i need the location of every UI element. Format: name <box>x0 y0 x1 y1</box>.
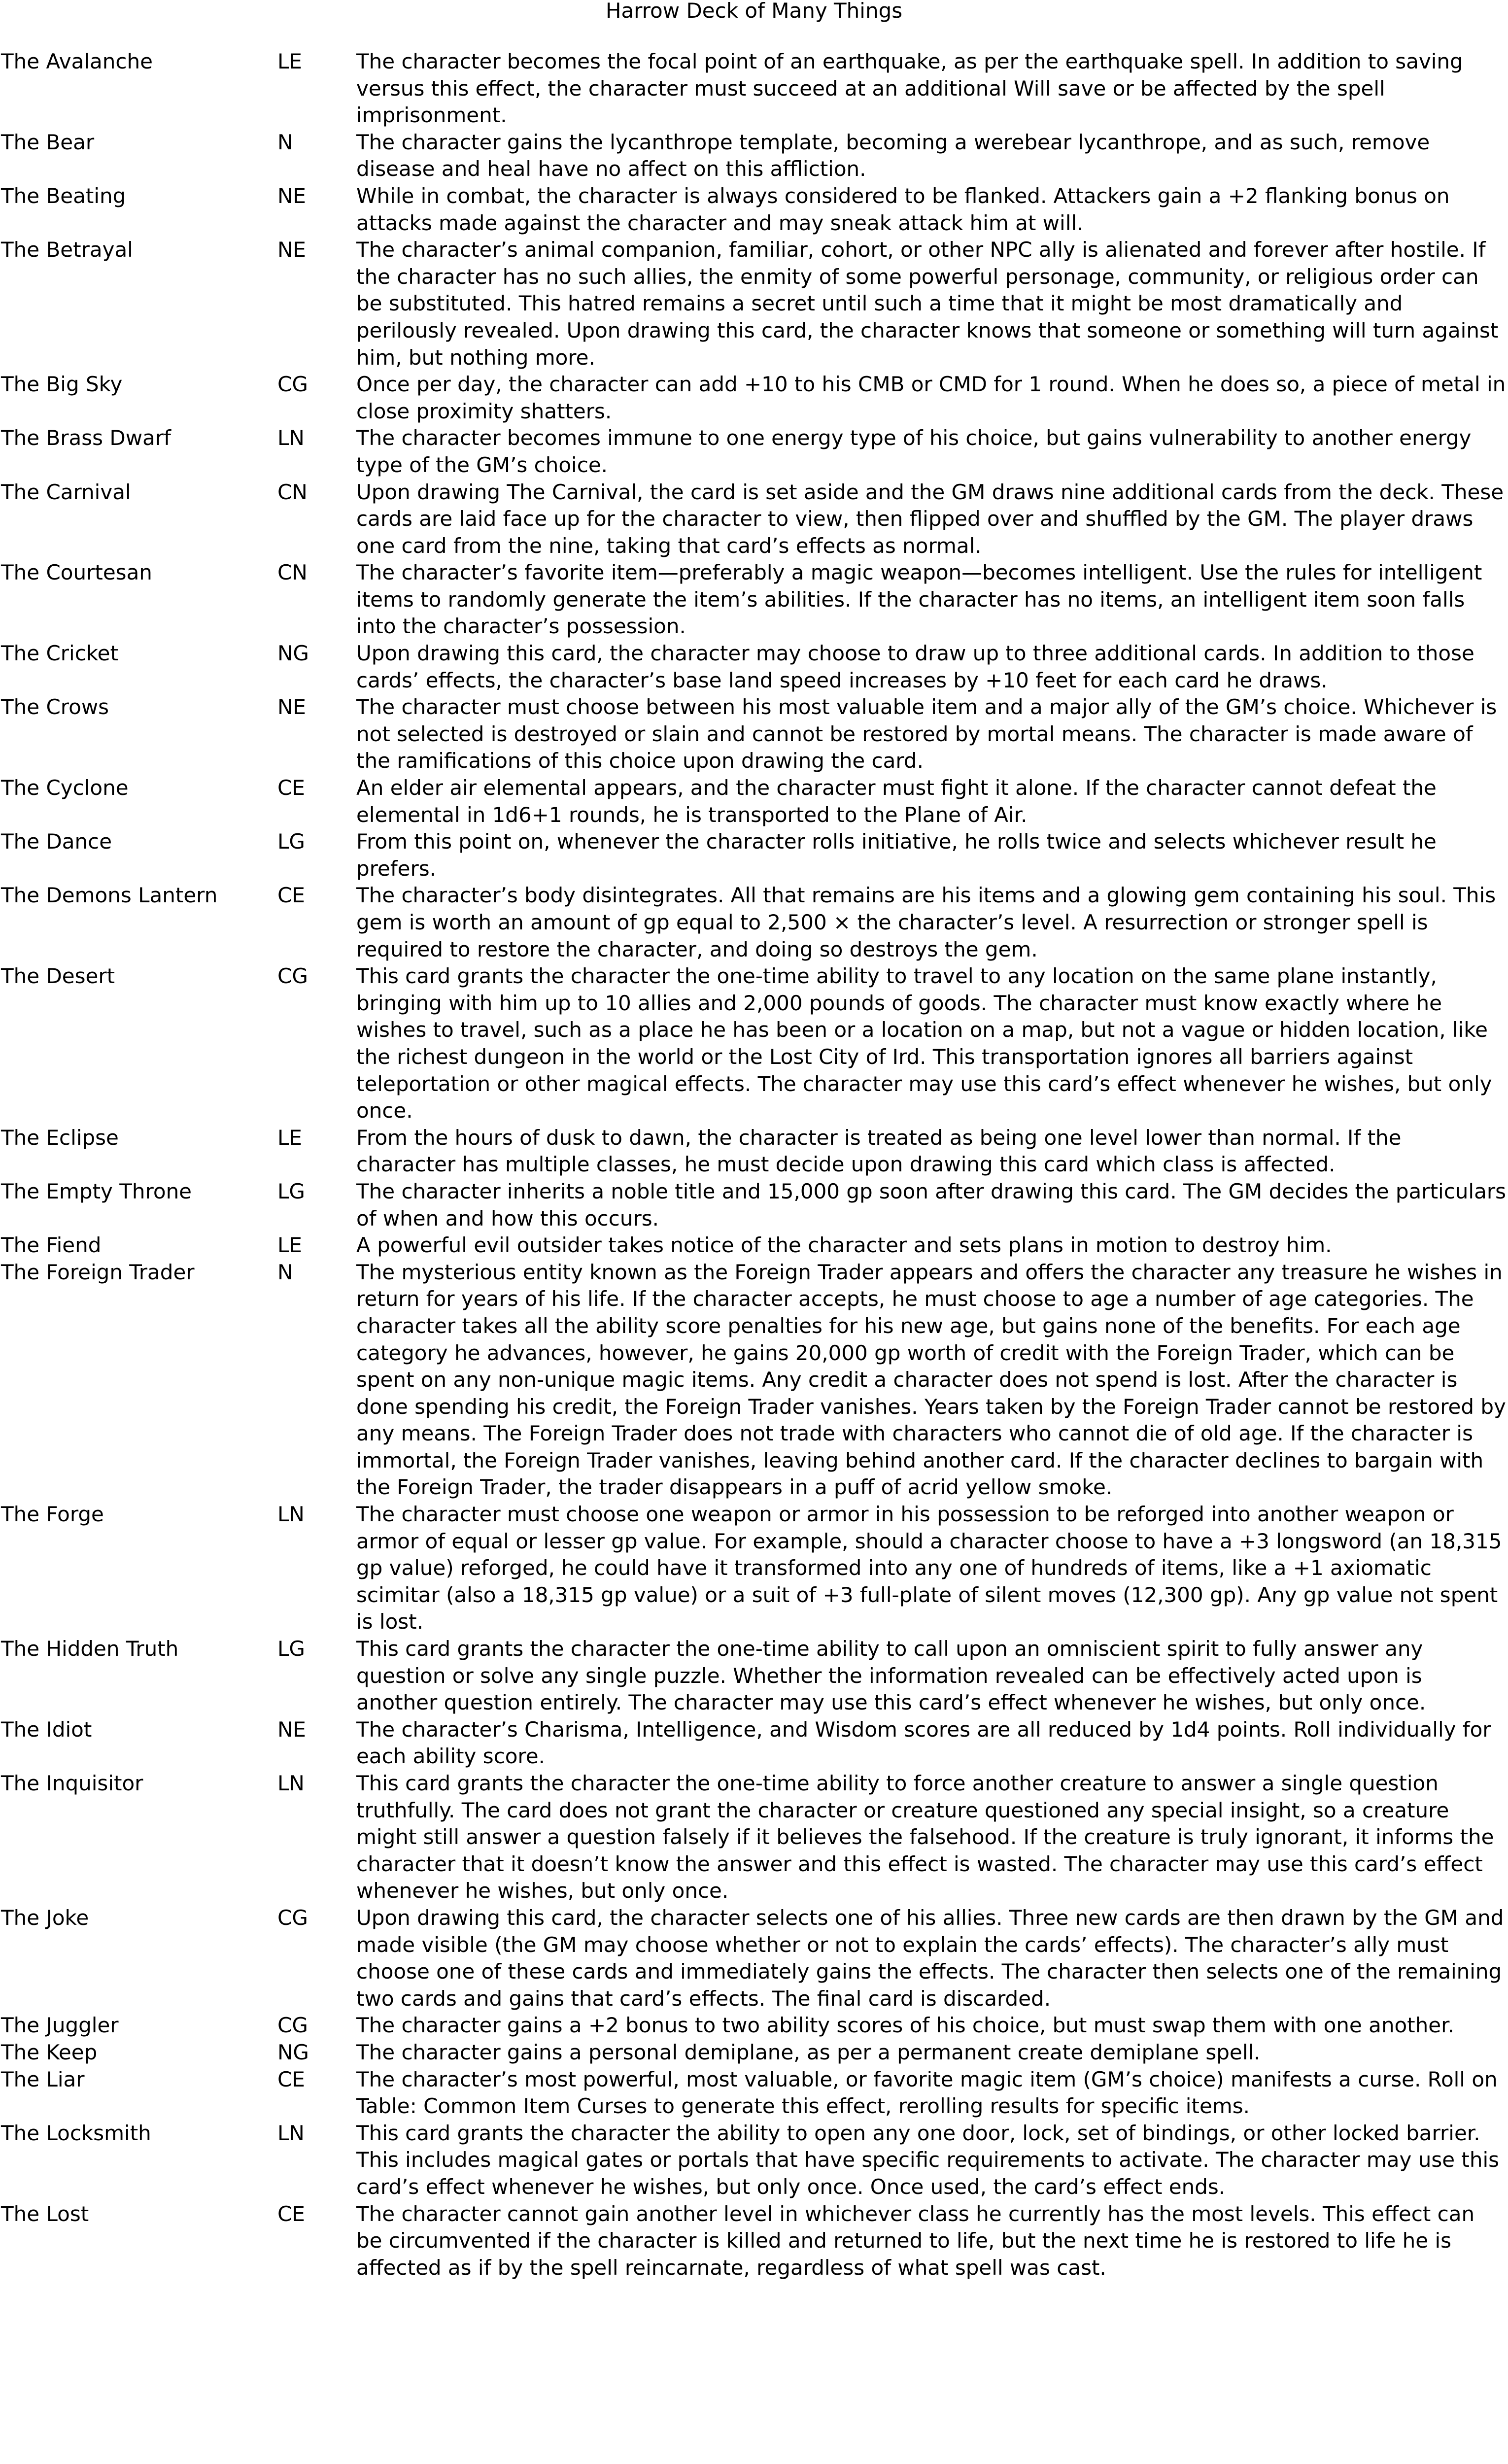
card-name: The Betrayal <box>1 238 133 262</box>
card-alignment: CE <box>277 2201 305 2226</box>
card-name: The Locksmith <box>1 2121 151 2145</box>
table-row <box>0 2012 1508 2039</box>
card-name: The Forge <box>1 1502 104 1527</box>
card-name: The Avalanche <box>1 49 153 73</box>
card-effect: The character cannot gain another level in whichever class he currently has the most levels. This effect can be circumvented if the character is killed and returned to life, but the next time he is restored to life he is affected as if by the spell reincarnate, regardless of what spell was cast. <box>356 2201 1475 2280</box>
card-effect: This card grants the character the ability to open any one door, lock, set of bindings, or other locked barrier. This includes magical gates or portals that have specific requirements to activate. The character may use this card’s effect whenever he wishes, but only once. Once used, the card’s effect ends. <box>356 2121 1500 2199</box>
card-effect: The character’s animal companion, familiar, cohort, or other NPC ally is alienated and forever after hostile. If the character has no such allies, the enmity of some powerful personage, community, or religious order can be substituted. This hatred remains a secret until such a time that it might be most dramatically and perilously revealed. Upon drawing this card, the character knows that someone or something will turn against him, but nothing more. <box>356 238 1499 370</box>
card-name: The Cyclone <box>1 776 129 800</box>
card-effect: Once per day, the character can add +10 to his CMB or CMD for 1 round. When he does so, a piece of metal in close proximity shatters. <box>356 372 1506 423</box>
table-row <box>0 1636 1508 1716</box>
table-row <box>0 48 1508 129</box>
card-name: The Hidden Truth <box>1 1637 179 1661</box>
card-effect: The character’s Charisma, Intelligence, and Wisdom scores are all reduced by 1d4 points. Roll individually for each ability score. <box>356 1717 1491 1769</box>
card-effect: This card grants the character the one-time ability to force another creature to answer a single question truthfully. The card does not grant the character or creature questioned any special insight, so a creature might still answer a question falsely if it believes the falsehood. If the creature is truly ignorant, it informs the character that it doesn’t know the answer and this effect is wasted. The character may use this card’s effect whenever he wishes, but only once. <box>356 1771 1494 1903</box>
card-alignment: LG <box>277 1637 305 1661</box>
card-name: The Inquisitor <box>1 1771 143 1795</box>
card-name: The Crows <box>1 695 109 719</box>
card-name: The Dance <box>1 829 112 854</box>
card-effect: The character’s favorite item—preferably a magic weapon—becomes intelligent. Use the rules for intelligent items to randomly generate the item’s abilities. If the character has no items, an intelligent item soon falls into the character’s possession. <box>356 560 1482 639</box>
card-alignment: LE <box>277 49 302 73</box>
card-alignment: NE <box>277 1717 306 1742</box>
card-effect: Upon drawing this card, the character selects one of his allies. Three new cards are then drawn by the GM and made visible (the GM may choose whether or not to explain the cards’ effects). The character’s ally must choose one of these cards and immediately gains the effects. The character then selects one of the remaining two cards and gains that card’s effects. The final card is discarded. <box>356 1905 1504 2011</box>
card-alignment: LE <box>277 1125 302 1150</box>
card-alignment: CN <box>277 479 308 504</box>
card-alignment: LE <box>277 1233 302 1258</box>
card-name: The Foreign Trader <box>1 1260 195 1284</box>
card-alignment: CG <box>277 2013 308 2038</box>
card-effect: The character gains a +2 bonus to two ability scores of his choice, but must swap them with one another. <box>356 2013 1454 2038</box>
card-effect: The mysterious entity known as the Foreign Trader appears and offers the character any treasure he wishes in return for years of his life. If the character accepts, he must choose to age a number of age categories. The character takes all the ability score penalties for his new age, but gains none of the benefits. For each age category he advances, however, he gains 20,000 gp worth of credit with the Foreign Trader, which can be spent on any non-unique magic items. Any credit a character does not spend is lost. After the character is done spending his credit, the Foreign Trader vanishes. Years taken by the Foreign Trader cannot be restored by any means. The Foreign Trader does not trade with characters who cannot die of old age. If the character is immortal, the Foreign Trader vanishes, leaving behind another card. If the character declines to bargain with the Foreign Trader, the trader disappears in a puff of acrid yellow smoke. <box>356 1260 1506 1500</box>
table-row <box>0 2066 1508 2120</box>
table-row <box>0 129 1508 183</box>
table-row <box>0 2201 1508 2282</box>
card-effect: The character becomes immune to one energy type of his choice, but gains vulnerability to another energy type of the GM’s choice. <box>356 426 1472 477</box>
card-name: The Keep <box>1 2040 98 2064</box>
card-alignment: N <box>277 130 293 154</box>
card-effect: Upon drawing The Carnival, the card is set aside and the GM draws nine additional cards from the deck. These cards are laid face up for the character to view, then flipped over and shuffled by the GM. The player draws one card from the nine, taking that card’s effects as normal. <box>356 479 1504 558</box>
card-effect: The character must choose between his most valuable item and a major ally of the GM’s choice. Whichever is not selected is destroyed or slain and cannot be restored by mortal means. The character is made aware of the ramifications of this choice upon drawing the card. <box>356 695 1497 773</box>
card-effect: From the hours of dusk to dawn, the character is treated as being one level lower than normal. If the character has multiple classes, he must decide upon drawing this card which class is affected. <box>356 1125 1402 1177</box>
table-row <box>0 694 1508 775</box>
card-name: The Fiend <box>1 1233 102 1258</box>
card-name: The Joke <box>1 1905 89 1930</box>
table-row <box>0 882 1508 963</box>
table-row <box>0 1125 1508 1178</box>
card-name: The Beating <box>1 183 126 208</box>
table-row <box>0 1501 1508 1636</box>
card-alignment: CN <box>277 560 308 585</box>
card-name: The Liar <box>1 2067 85 2091</box>
card-effect: The character gains the lycanthrope template, becoming a werebear lycanthrope, and as such, remove disease and heal have no affect on this affliction. <box>356 130 1430 181</box>
table-row <box>0 237 1508 371</box>
card-effect: Upon drawing this card, the character may choose to draw up to three additional cards. In addition to those cards’ effects, the character’s base land speed increases by +10 feet for each card he draws. <box>356 641 1474 692</box>
page-title: Harrow Deck of Many Things <box>605 0 903 23</box>
card-alignment: CE <box>277 2067 305 2091</box>
card-alignment: LN <box>277 1502 305 1527</box>
table-row <box>0 559 1508 640</box>
card-name: The Bear <box>1 130 95 154</box>
table-row <box>0 775 1508 828</box>
card-alignment: NE <box>277 695 306 719</box>
card-alignment: CE <box>277 883 305 908</box>
card-alignment: LN <box>277 426 305 450</box>
card-effect: An elder air elemental appears, and the character must fight it alone. If the character cannot defeat the elemental in 1d6+1 rounds, he is transported to the Plane of Air. <box>356 776 1437 827</box>
table-row <box>0 1770 1508 1905</box>
card-name: The Demons Lantern <box>1 883 218 908</box>
table-row <box>0 2039 1508 2066</box>
card-alignment: NE <box>277 183 306 208</box>
card-effect: The character inherits a noble title and 15,000 gp soon after drawing this card. The GM decides the particulars of when and how this occurs. <box>356 1179 1506 1231</box>
table-row <box>0 371 1508 425</box>
card-effect: The character gains a personal demiplane, as per a permanent create demiplane spell. <box>356 2040 1261 2064</box>
table-row <box>0 2120 1508 2201</box>
card-alignment: CG <box>277 372 308 397</box>
card-effect: This card grants the character the one-time ability to travel to any location on the same plane instantly, bringing with him up to 10 allies and 2,000 pounds of goods. The character must know exactly where he wishes to travel, such as a place he has been or a location on a map, but not a vague or hidden location, like the richest dungeon in the world or the Lost City of Ird. This transportation ignores all barriers against teleportation or other magical effects. The character may use this card’s effect whenever he wishes, but only once. <box>356 964 1492 1123</box>
card-alignment: NG <box>277 641 309 666</box>
table-row <box>0 1905 1508 2012</box>
card-name: The Desert <box>1 964 115 989</box>
table-row <box>0 640 1508 694</box>
card-name: The Brass Dwarf <box>1 426 171 450</box>
card-name: The Juggler <box>1 2013 119 2038</box>
card-alignment: NE <box>277 238 306 262</box>
card-effect: This card grants the character the one-time ability to call upon an omniscient spirit to fully answer any question or solve any single puzzle. Whether the information revealed can be effectively acted upon is another question entirely. The character may use this card’s effect whenever he wishes, but only once. <box>356 1637 1426 1715</box>
card-effect: The character’s most powerful, most valuable, or favorite magic item (GM’s choice) manifests a curse. Roll on Table: Common Item Curses to generate this effect, rerolling results for specific items. <box>356 2067 1498 2119</box>
table-row <box>0 1259 1508 1501</box>
card-alignment: LN <box>277 1771 305 1795</box>
card-name: The Eclipse <box>1 1125 119 1150</box>
card-alignment: LG <box>277 1179 305 1203</box>
card-alignment: LN <box>277 2121 305 2145</box>
card-alignment: NG <box>277 2040 309 2064</box>
card-name: The Carnival <box>1 479 131 504</box>
card-effect: The character becomes the focal point of an earthquake, as per the earthquake spell. In addition to saving versus this effect, the character must succeed at an additional Will save or be affected by the spell imprisonment. <box>356 49 1463 128</box>
card-name: The Idiot <box>1 1717 92 1742</box>
card-table <box>0 48 1508 2281</box>
card-effect: A powerful evil outsider takes notice of the character and sets plans in motion to destroy him. <box>356 1233 1332 1258</box>
card-name: The Big Sky <box>1 372 123 397</box>
card-name: The Lost <box>1 2201 89 2226</box>
table-row <box>0 828 1508 882</box>
card-alignment: CG <box>277 1905 308 1930</box>
card-alignment: CG <box>277 964 308 989</box>
table-row <box>0 183 1508 237</box>
table-row <box>0 1232 1508 1259</box>
card-effect: The character must choose one weapon or armor in his possession to be reforged into another weapon or armor of equal or lesser gp value. For example, should a character choose to have a +3 longsword (an 18,315 gp value) reforged, he could have it transformed into any one of hundreds of items, like a +1 axiomatic scimitar (also a 18,315 gp value) or a suit of +3 full-plate of silent moves (12,300 gp). Any gp value not spent is lost. <box>356 1502 1502 1634</box>
table-row <box>0 963 1508 1125</box>
table-row <box>0 425 1508 479</box>
card-alignment: CE <box>277 776 305 800</box>
card-name: The Cricket <box>1 641 118 666</box>
card-alignment: LG <box>277 829 305 854</box>
table-row <box>0 1716 1508 1770</box>
card-effect: From this point on, whenever the character rolls initiative, he rolls twice and selects whichever result he prefers. <box>356 829 1437 881</box>
table-row <box>0 1178 1508 1232</box>
card-name: The Empty Throne <box>1 1179 192 1203</box>
card-effect: The character’s body disintegrates. All that remains are his items and a glowing gem containing his soul. This gem is worth an amount of gp equal to 2,500 × the character’s level. A resurrection or stronger spell is required to restore the character, and doing so destroys the gem. <box>356 883 1496 961</box>
card-name: The Courtesan <box>1 560 152 585</box>
card-effect: While in combat, the character is always considered to be flanked. Attackers gain a +2 flanking bonus on attacks made against the character and may sneak attack him at will. <box>356 183 1450 235</box>
table-row <box>0 479 1508 560</box>
card-alignment: N <box>277 1260 293 1284</box>
